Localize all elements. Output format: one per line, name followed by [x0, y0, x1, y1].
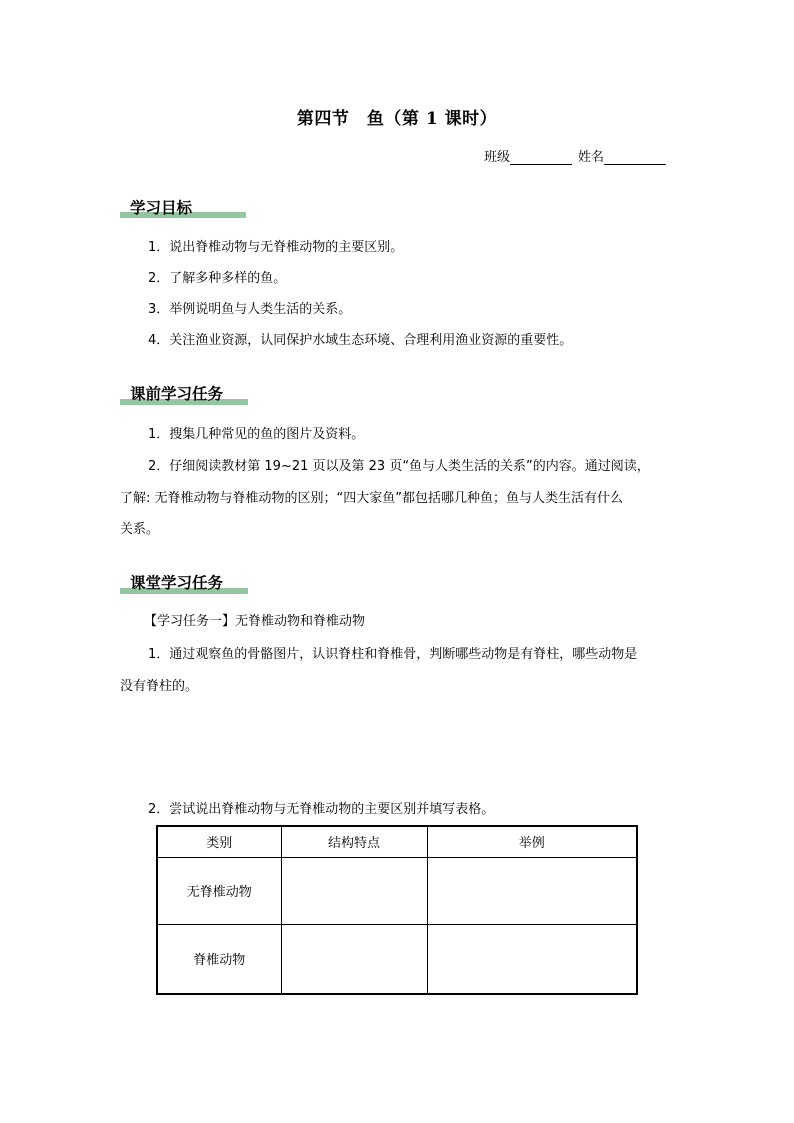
pre-class-item-cont: 了解: 无脊椎动物与脊椎动物的区别；“四大家鱼”都包括哪几种鱼；鱼与人类生活有什么 [120, 491, 623, 506]
question-1-cont: 没有脊柱的。 [120, 679, 199, 694]
section-heading-in-class: 课堂学习任务 [124, 571, 217, 593]
table-header: 举例 [427, 826, 637, 857]
table-row [157, 857, 637, 924]
pre-class-item-cont: 关系。 [120, 522, 160, 537]
question-2: 2．尝试说出脊椎动物与无脊椎动物的主要区别并填写表格。 [148, 802, 495, 817]
goal-item: 3．举例说明鱼与人类生活的关系。 [148, 302, 352, 317]
pre-class-item: 1．搜集几种常见的鱼的图片及资料。 [148, 427, 365, 442]
table-header: 类别 [157, 826, 281, 857]
name-bar [484, 146, 672, 165]
table-cell-answer[interactable] [281, 857, 427, 924]
table-header: 结构特点 [281, 826, 427, 857]
goal-item: 4．关注渔业资源，认同保护水域生态环境、合理利用渔业资源的重要性。 [148, 333, 573, 348]
class-label: 班级 [484, 150, 511, 165]
class-blank[interactable] [510, 150, 572, 165]
name-label: 姓名 [578, 150, 605, 165]
name-blank[interactable] [604, 150, 666, 165]
table-cell-category: 无脊椎动物 [157, 857, 281, 924]
table-cell-answer[interactable] [427, 857, 637, 924]
goal-item: 2．了解多种多样的鱼。 [148, 271, 287, 286]
table-header-row [157, 826, 637, 857]
table-cell-answer[interactable] [427, 924, 637, 994]
table-cell-category: 脊椎动物 [157, 924, 281, 994]
pre-class-item: 2．仔细阅读教材第 19~21 页以及第 23 页“鱼与人类生活的关系”的内容。通过阅读， [148, 459, 650, 474]
comparison-table [156, 825, 638, 995]
table-cell-answer[interactable] [281, 924, 427, 994]
page-title: 第四节 鱼（第 1 课时） [296, 109, 498, 129]
goal-item: 1．说出脊椎动物与无脊椎动物的主要区别。 [148, 240, 404, 255]
task-label: 【学习任务一】无脊椎动物和脊椎动物 [144, 614, 366, 629]
section-heading-pre-class: 课前学习任务 [124, 382, 217, 404]
section-heading-goals: 学习目标 [124, 196, 186, 218]
question-1: 1．通过观察鱼的骨骼图片，认识脊柱和脊椎骨，判断哪些动物是有脊柱，哪些动物是 [148, 647, 638, 662]
table-row [157, 924, 637, 994]
